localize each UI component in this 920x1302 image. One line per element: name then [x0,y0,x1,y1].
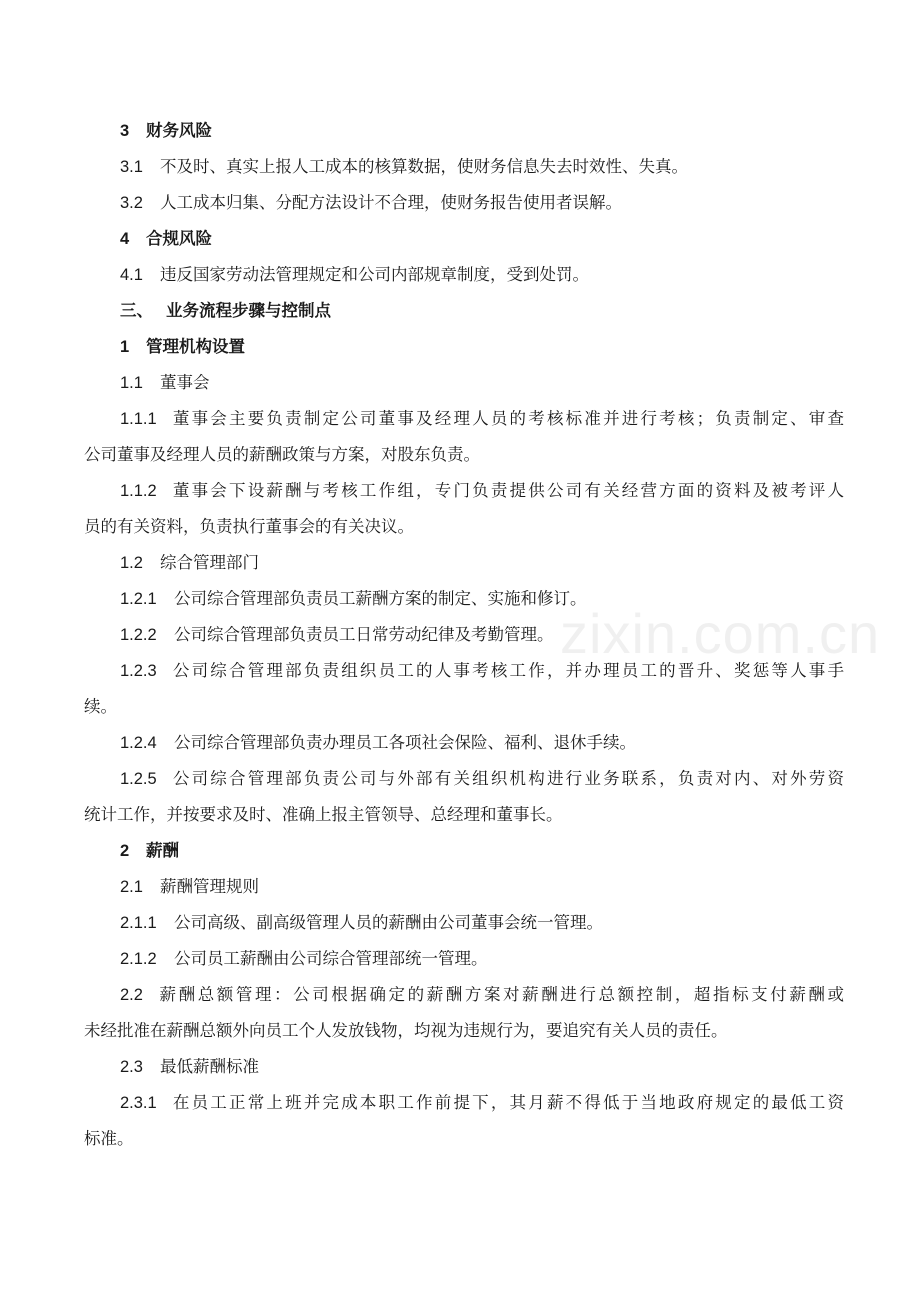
clause-justified-line [120,474,844,508]
clause-line [0,906,920,940]
clause-number: 4.1 [120,266,143,284]
clause-text: 公司员工薪酬由公司综合管理部统一管理。 [174,949,488,968]
clause-number: 4 [120,230,130,248]
clause-justified-line [120,1086,844,1120]
clause-line [0,618,920,652]
clause-line [0,150,920,184]
continuation-text: 未经批准在薪酬总额外向员工个人发放钱物，均视为违规行为，要追究有关人员的责任。 [84,1021,728,1040]
clause-line [0,726,920,760]
clause-number: 1.2.5 [120,770,157,788]
clause-number: 1.2.3 [120,662,157,680]
clause-number: 2.3.1 [120,1094,157,1112]
clause-number: 2.1.1 [120,914,157,932]
clause-number: 1.1.2 [120,482,157,500]
section-heading [0,834,920,868]
clause-justified-line [120,762,844,796]
clause-number: 1.1 [120,374,143,392]
clause-justified-line [120,654,844,688]
clause-text: 违反国家劳动法管理规定和公司内部规章制度，受到处罚。 [160,265,589,284]
paragraph-continuation [0,1122,920,1156]
heading-text: 财务风险 [146,121,212,140]
clause-line [0,582,920,616]
clause-line [0,870,920,904]
clause-line [0,258,920,292]
section-heading [0,222,920,256]
clause-text: 公司综合管理部负责办理员工各项社会保险、福利、退休手续。 [174,733,636,752]
clause-justified-line [120,402,844,436]
clause-number: 1.2.2 [120,626,157,644]
clause-text: 公司综合管理部负责员工薪酬方案的制定、实施和修订。 [174,589,587,608]
clause-line [0,1050,920,1084]
paragraph-continuation [0,438,920,472]
clause-line [0,186,920,220]
clause-text: 薪酬管理规则 [160,877,259,896]
clause-number: 2.1 [120,878,143,896]
continuation-text: 员的有关资料，负责执行董事会的有关决议。 [84,517,414,536]
clause-number: 1.2 [120,554,143,572]
clause-number: 1.1.1 [120,410,157,428]
heading-text: 合规风险 [146,229,212,248]
continuation-text: 公司董事及经理人员的薪酬政策与方案，对股东负责。 [84,445,480,464]
section-heading [0,330,920,364]
clause-line [0,978,920,1012]
paragraph-continuation [0,1014,920,1048]
clause-line [0,762,920,796]
heading-text: 管理机构设置 [146,337,245,356]
clause-line [0,1086,920,1120]
clause-line [0,402,920,436]
clause-number: 1 [120,338,130,356]
clause-text: 董事会下设薪酬与考核工作组，专门负责提供公司有关经营方面的资料及被考评人 [170,481,844,500]
clause-number: 3.2 [120,194,143,212]
clause-text: 董事会 [160,373,210,392]
continuation-text: 统计工作，并按要求及时、准确上报主管领导、总经理和董事长。 [84,805,563,824]
clause-text: 公司综合管理部负责公司与外部有关组织机构进行业务联系，负责对内、对外劳资 [170,769,844,788]
clause-text: 最低薪酬标准 [160,1057,259,1076]
heading-text: 业务流程步骤与控制点 [166,301,331,320]
section-heading [0,114,920,148]
clause-line [0,474,920,508]
clause-line [0,366,920,400]
clause-text: 薪酬总额管理：公司根据确定的薪酬方案对薪酬进行总额控制，超指标支付薪酬或 [156,985,844,1004]
clause-text: 综合管理部门 [160,553,259,572]
clause-text: 公司综合管理部负责员工日常劳动纪律及考勤管理。 [174,625,554,644]
clause-justified-line [120,978,844,1012]
clause-text: 公司综合管理部负责组织员工的人事考核工作，并办理员工的晋升、奖惩等人事手 [170,661,844,680]
paragraph-continuation [0,798,920,832]
clause-number: 三、 [120,302,153,320]
clause-number: 2.3 [120,1058,143,1076]
paragraph-continuation [0,690,920,724]
clause-number: 2.1.2 [120,950,157,968]
heading-text: 薪酬 [146,841,179,860]
clause-line [0,546,920,580]
clause-text: 董事会主要负责制定公司董事及经理人员的考核标准并进行考核；负责制定、审查 [170,409,844,428]
clause-line [0,942,920,976]
clause-number: 2.2 [120,986,143,1004]
clause-number: 2 [120,842,130,860]
paragraph-continuation [0,510,920,544]
watermark: zixin.com.cn [560,602,881,665]
clause-number: 1.2.1 [120,590,157,608]
section-heading [0,294,920,328]
clause-text: 公司高级、副高级管理人员的薪酬由公司董事会统一管理。 [174,913,603,932]
clause-number: 1.2.4 [120,734,157,752]
clause-number: 3.1 [120,158,143,176]
clause-number: 3 [120,122,130,140]
continuation-text: 标准。 [84,1129,134,1148]
clause-text: 不及时、真实上报人工成本的核算数据，使财务信息失去时效性、失真。 [160,157,688,176]
clause-text: 人工成本归集、分配方法设计不合理，使财务报告使用者误解。 [160,193,622,212]
continuation-text: 续。 [84,697,117,716]
clause-text: 在员工正常上班并完成本职工作前提下，其月薪不得低于当地政府规定的最低工资 [170,1093,844,1112]
clause-line [0,654,920,688]
